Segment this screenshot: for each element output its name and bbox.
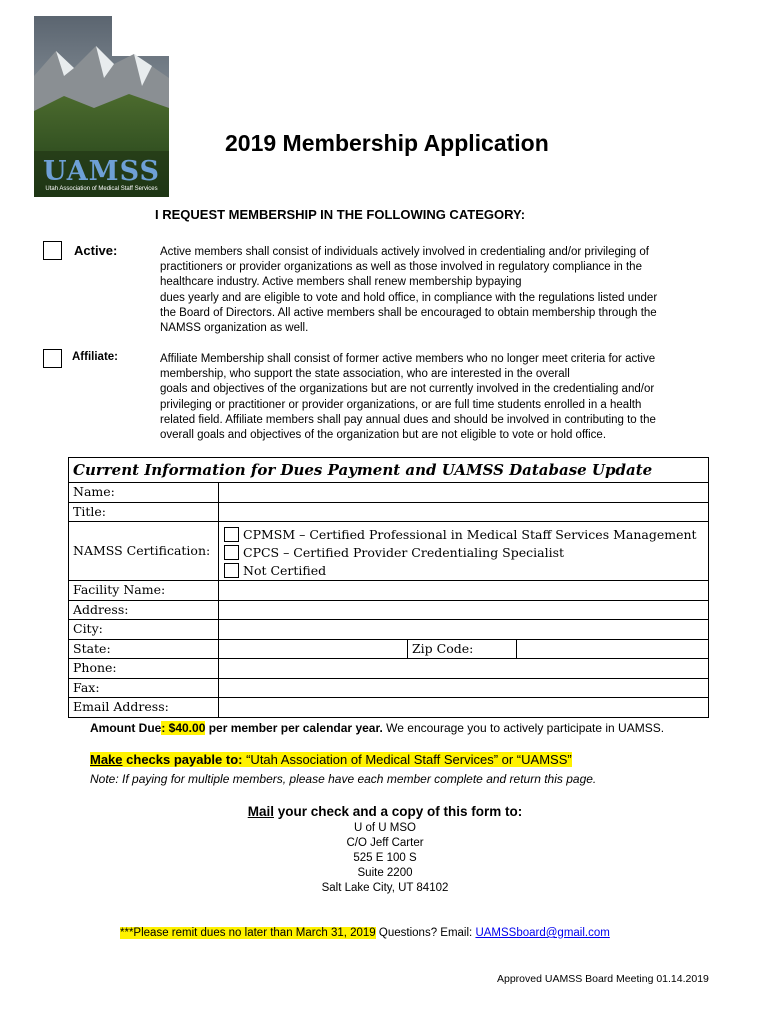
text-line: privileging or practitioner or provider organizations, or are full time students enrolled in a health [160,398,642,411]
address-line: 525 E 100 S [353,852,417,864]
name-field[interactable] [219,483,708,502]
name-label: Name: [69,483,219,502]
phone-field[interactable] [219,659,708,678]
questions-text: Questions? Email: [375,927,476,939]
form-row-title [69,503,708,523]
city-field[interactable] [219,620,708,639]
state-field[interactable] [219,640,407,659]
fax-field[interactable] [219,679,708,698]
uamss-logo [34,16,169,197]
cert-option-not-certified [219,561,708,579]
zip-field[interactable] [517,640,701,659]
payable-payee: “Utah Association of Medical Staff Services” or “UAMSS” [242,752,572,767]
title-label: Title: [69,503,219,522]
cert-option-cpcs [219,543,708,561]
cpmsm-checkbox[interactable] [224,527,239,542]
member-info-form [68,457,709,718]
text-line: dues yearly and are eligible to vote and hold office, in compliance with the regulations listed under [160,291,658,304]
email-link[interactable]: UAMSSboard@gmail.com [475,927,610,939]
text-line: goals and objectives of the organizations but are not currently involved in the credentialing and/or [160,383,655,396]
mail-rest: your check and a copy of this form to: [273,804,523,819]
cert-option-label: Not Certified [243,562,327,578]
amount-value: : $40.00 [161,721,206,735]
category-heading: I REQUEST MEMBERSHIP IN THE FOLLOWING CATEGORY: [155,207,526,222]
remit-deadline [120,927,610,939]
zip-label: Zip Code: [407,640,517,659]
city-label: City: [69,620,219,639]
amount-suffix: per member per calendar year. [205,721,383,735]
amount-due [90,721,664,735]
address-line: U of U MSO [354,822,416,834]
text-line: Affiliate Membership shall consist of former active members who no longer meet criteria for active [160,353,656,365]
text-line: NAMSS organization as well. [160,322,309,335]
address-label: Address: [69,601,219,620]
active-label: Active: [74,243,118,258]
multiple-members-note: Note: If paying for multiple members, please have each member complete and return this page. [90,772,597,786]
affiliate-label: Affiliate: [72,351,118,363]
logo-subtitle: Utah Association of Medical Staff Services [45,186,158,192]
certification-label: NAMSS Certification: [69,522,219,580]
deadline-text: ***Please remit dues no later than March 31, 2019 [120,927,376,939]
form-row-city [69,620,708,640]
text-line: practitioners or provider organizations as well as those involved in regulatory compliance in the [160,261,642,274]
cert-option-label: CPCS – Certified Provider Credentialing Specialist [243,544,565,560]
amount-prefix: Amount Due [90,721,162,735]
checks-payable [90,752,572,767]
certification-options [219,522,708,580]
amount-encourage: We encourage you to actively participate in UAMSS. [382,721,665,735]
form-title: Current Information for Dues Payment and UAMSS Database Update [69,458,708,483]
cert-option-cpmsm [219,525,708,543]
state-label: State: [69,640,219,659]
mail-heading [0,804,770,819]
address-line: Suite 2200 [357,867,413,879]
form-row-certification [69,522,708,581]
address-line: Salt Lake City, UT 84102 [321,882,449,894]
affiliate-description [160,352,715,443]
payable-checks: checks payable to: [122,752,243,767]
approval-footer: Approved UAMSS Board Meeting 01.14.2019 [497,973,709,985]
form-row-email [69,698,708,717]
form-row-state [69,640,708,660]
title-field[interactable] [219,503,708,522]
form-row-facility [69,581,708,601]
active-checkbox[interactable] [43,241,62,260]
email-label: Email Address: [69,698,219,717]
not-certified-checkbox[interactable] [224,563,239,578]
fax-label: Fax: [69,679,219,698]
address-line: C/O Jeff Carter [346,837,424,849]
cert-option-label: CPMSM – Certified Professional in Medical Staff Services Management [243,526,697,542]
form-row-fax [69,679,708,699]
payable-make: Make [90,752,123,767]
text-line: overall goals and objectives of the organization but are not eligible to vote or hold office. [160,429,607,442]
page-title: 2019 Membership Application [225,130,549,156]
active-description [160,245,715,336]
text-line: membership, who support the state association, who are interested in the overall [160,368,570,381]
form-row-phone [69,659,708,679]
text-line: related field. Affiliate members shall pay annual dues and should be involved in contributing to the [160,413,656,426]
logo-text: UAMSS [43,156,160,187]
address-field[interactable] [219,601,708,620]
mail-word: Mail [247,804,274,819]
text-line: Active members shall consist of individuals actively involved in credentialing and/or privileging of [160,246,649,258]
affiliate-checkbox[interactable] [43,349,62,368]
phone-label: Phone: [69,659,219,678]
form-row-name [69,483,708,503]
facility-field[interactable] [219,581,708,600]
form-row-address [69,601,708,621]
text-line: healthcare industry. Active members shall renew membership bypaying [160,276,522,289]
cpcs-checkbox[interactable] [224,545,239,560]
email-field[interactable] [219,698,708,717]
text-line: the Board of Directors. All active members shall be encouraged to obtain membership through the [160,306,657,319]
facility-label: Facility Name: [69,581,219,600]
